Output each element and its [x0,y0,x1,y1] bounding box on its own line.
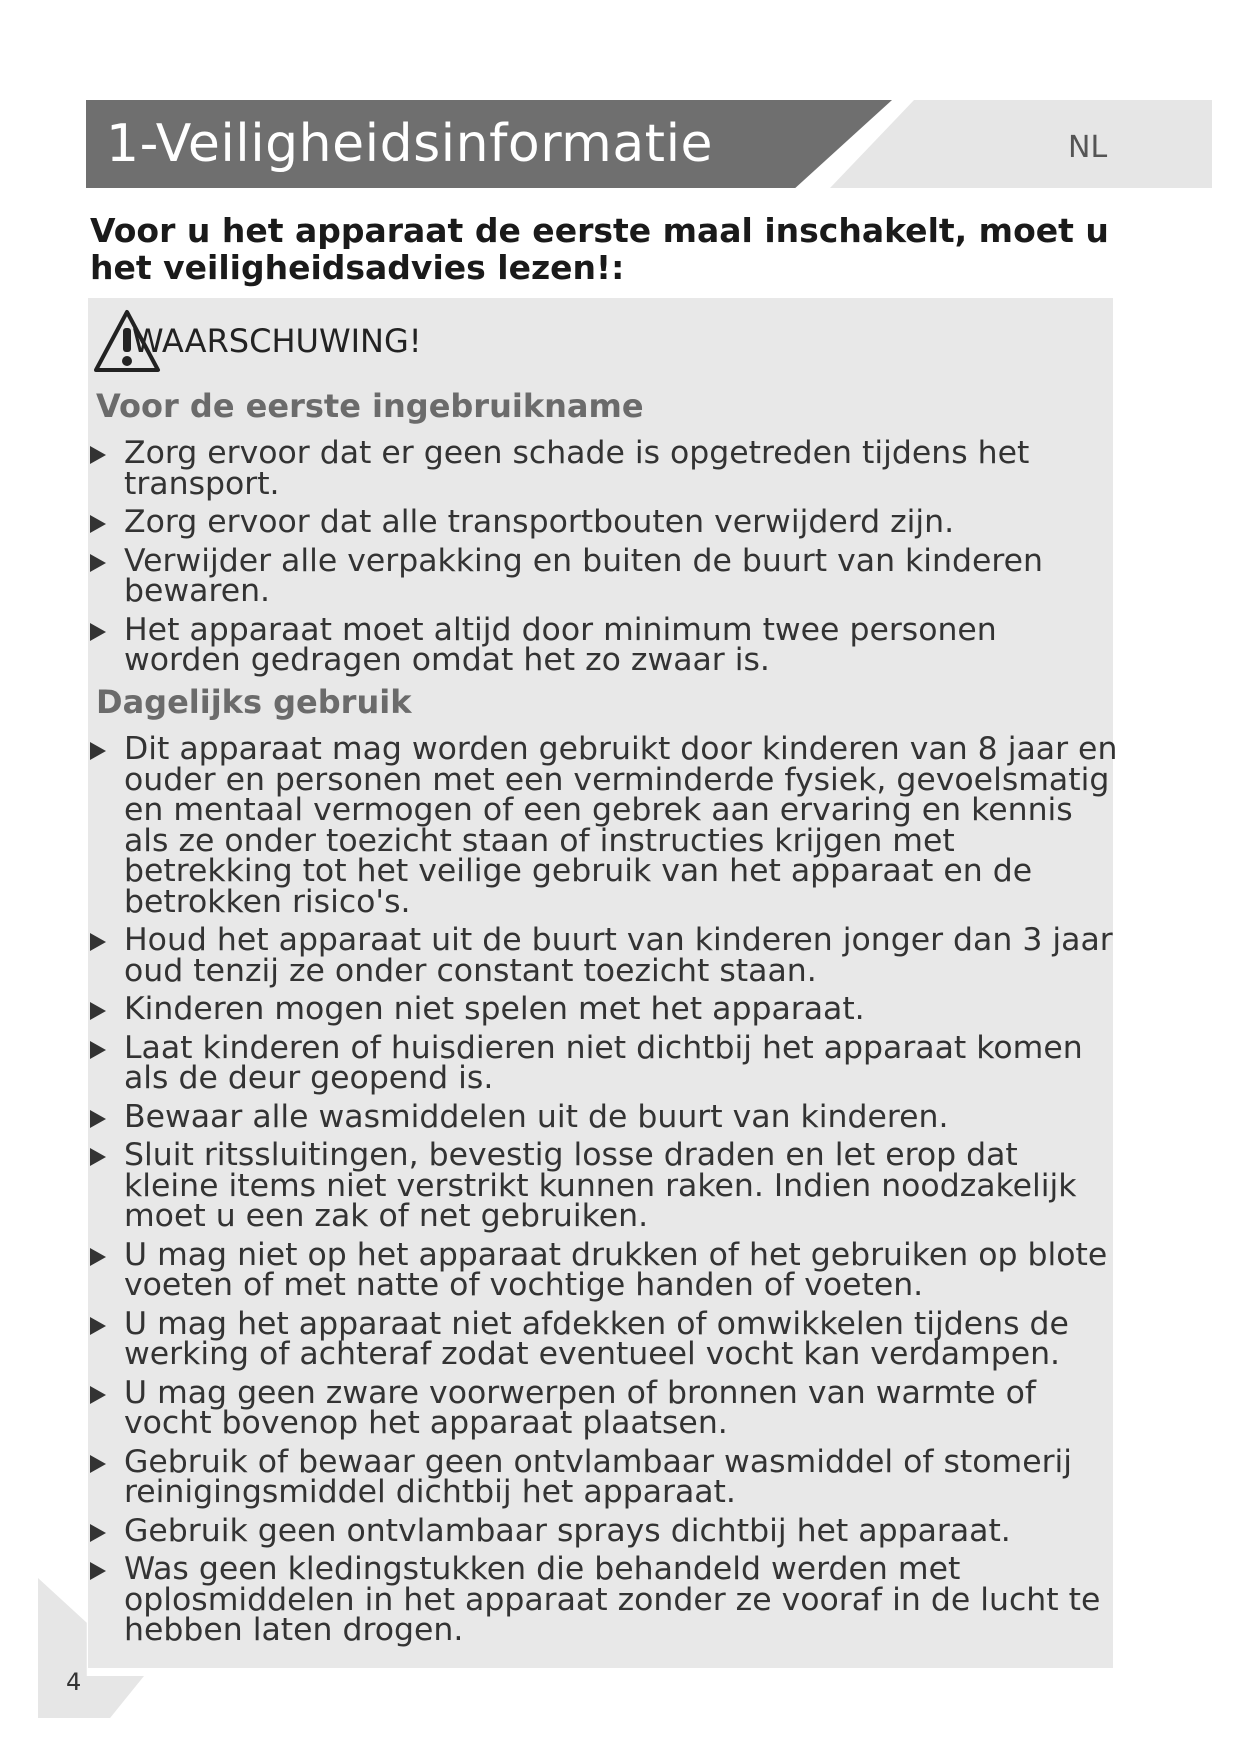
list-item: U mag geen zware voorwerpen of bronnen van warmte of vocht bovenop het apparaat plaatsen. [90,1378,1120,1439]
bullet-arrow-icon [90,446,106,464]
bullet-arrow-icon [90,1110,106,1128]
list-item: Laat kinderen of huisdieren niet dichtbij het apparaat komen als de deur geopend is. [90,1033,1120,1094]
bullet-arrow-icon [90,1317,106,1335]
list-item: Houd het apparaat uit de buurt van kinderen jonger dan 3 jaar oud tenzij ze onder constant toezicht staan. [90,925,1120,986]
list-item: Bewaar alle wasmiddelen uit de buurt van kinderen. [90,1102,1120,1133]
list-item: Zorg ervoor dat er geen schade is opgetreden tijdens het transport. [90,438,1120,499]
page-title: 1-Veiligheidsinformatie [106,114,714,174]
bullet-arrow-icon [90,623,106,641]
list-item: Dit apparaat mag worden gebruikt door kinderen van 8 jaar en ouder en personen met een verminderde fysiek, gevoelsmatig en mentaal vermogen of een gebrek aan ervaring en kennis als ze onder toezicht staan of instructies krijgen met betrekking tot het veilige gebruik van het apparaat en de betrokken risico's. [90,734,1120,917]
bullet-arrow-icon [90,1524,106,1542]
list-item: U mag niet op het apparaat drukken of het gebruiken op blote voeten of met natte of vochtige handen of voeten. [90,1240,1120,1301]
list-item: Gebruik geen ontvlambaar sprays dichtbij het apparaat. [90,1516,1120,1547]
list-item: Zorg ervoor dat alle transportbouten verwijderd zijn. [90,507,1120,538]
page-number: 4 [66,1668,82,1696]
bullet-arrow-icon [90,933,106,951]
bullet-arrow-icon [90,1562,106,1580]
first-use-list [90,435,1120,684]
bullet-arrow-icon [90,1386,106,1404]
list-item: Was geen kledingstukken die behandeld werden met oplosmiddelen in het apparaat zonder ze vooraf in de lucht te hebben laten drogen. [90,1554,1120,1646]
list-item: Het apparaat moet altijd door minimum twee personen worden gedragen omdat het zo zwaar is. [90,615,1120,676]
bullet-arrow-icon [90,554,106,572]
section-heading-daily-use: Dagelijks gebruik [96,683,412,721]
list-item: Verwijder alle verpakking en buiten de buurt van kinderen bewaren. [90,546,1120,607]
list-item: U mag het apparaat niet afdekken of omwikkelen tijdens de werking of achteraf zodat eventueel vocht kan verdampen. [90,1309,1120,1370]
bullet-arrow-icon [90,1248,106,1266]
list-item: Kinderen mogen niet spelen met het apparaat. [90,994,1120,1025]
intro-text: Voor u het apparaat de eerste maal inschakelt, moet u het veiligheidsadvies lezen!: [90,211,1109,287]
list-item: Sluit ritssluitingen, bevestig losse draden en let erop dat kleine items niet verstrikt kunnen raken. Indien noodzakelijk moet u een zak of net gebruiken. [90,1140,1120,1232]
language-code: NL [1068,130,1108,165]
bullet-arrow-icon [90,1455,106,1473]
bullet-arrow-icon [90,742,106,760]
daily-use-list [90,731,1120,1654]
bullet-arrow-icon [90,1148,106,1166]
warning-label: WAARSCHUWING! [132,322,422,360]
header-banner-tab [830,100,1212,188]
bullet-arrow-icon [90,1002,106,1020]
bullet-arrow-icon [90,1041,106,1059]
list-item: Gebruik of bewaar geen ontvlambaar wasmiddel of stomerij reinigingsmiddel dichtbij het apparaat. [90,1447,1120,1508]
warning-header [92,308,422,374]
bullet-arrow-icon [90,515,106,533]
section-heading-first-use: Voor de eerste ingebruikname [96,387,644,425]
